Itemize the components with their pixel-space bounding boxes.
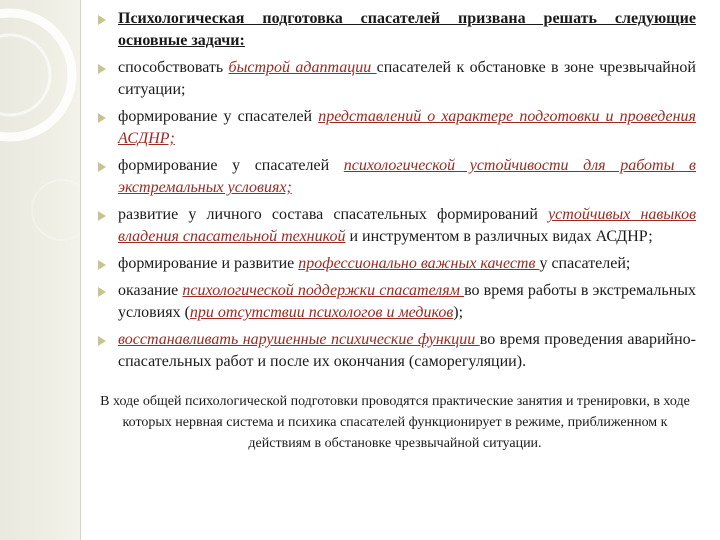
slide-content bbox=[94, 8, 696, 468]
bullet-icon bbox=[98, 211, 106, 221]
item-text-after: во время проведения аварийно- спасательных работ и после их окончания (саморегуляции). bbox=[118, 331, 696, 370]
bullet-icon bbox=[98, 15, 106, 25]
item-text-after: и инструментом в различных видах АСДНР; bbox=[345, 228, 653, 245]
list-item bbox=[94, 253, 696, 275]
item-text: формирование у спасателей bbox=[118, 108, 319, 125]
item-text: оказание bbox=[118, 282, 183, 299]
item-text-after: спасателей к обстановке в зоне чрезвычайной ситуации; bbox=[118, 59, 696, 98]
bullet-icon bbox=[98, 260, 106, 270]
list-item bbox=[94, 155, 696, 199]
bullet-icon bbox=[98, 287, 106, 297]
summary-paragraph: В ходе общей психологической подготовки проводятся практические занятия и тренировки, в ходе которых нервная система и психика спасателей функционирует в режиме, приближенном к действиям в обстановке чрезвычайной ситуации. bbox=[100, 394, 690, 451]
item-highlight: психологической поддержки спасателям bbox=[182, 282, 465, 299]
heading-text: Психологическая подготовка спасателей призвана решать следующие основные задачи: bbox=[118, 10, 696, 49]
list-item bbox=[94, 204, 696, 248]
item-highlight: психологической устойчивости для работы в экстремальных условиях; bbox=[118, 157, 696, 196]
item-text-after: у спасателей; bbox=[539, 255, 631, 272]
item-text: формирование у спасателей bbox=[118, 157, 344, 174]
bullet-icon bbox=[98, 336, 106, 346]
task-list bbox=[94, 8, 696, 373]
item-highlight: представлений о характере подготовки и проведения АСДНР; bbox=[118, 108, 696, 147]
list-item bbox=[94, 280, 696, 324]
item-highlight: устойчивых навыков владения спасательной техникой bbox=[118, 206, 697, 245]
item-text: способствовать bbox=[118, 59, 229, 76]
item-highlight: профессионально важных качеств bbox=[298, 255, 540, 272]
bullet-icon bbox=[98, 64, 106, 74]
list-item bbox=[94, 57, 696, 101]
item-highlight: быстрой адаптации bbox=[228, 59, 377, 76]
bullet-icon bbox=[98, 113, 106, 123]
item-highlight: восстанавливать нарушенные психические функции bbox=[118, 331, 480, 348]
decorative-circles bbox=[0, 0, 80, 540]
item-text: формирование и развитие bbox=[118, 255, 299, 272]
list-item bbox=[94, 329, 696, 373]
list-item bbox=[94, 106, 696, 150]
item-text-after: во время работы в экстремальных условиях ( bbox=[118, 282, 696, 321]
item-text-after-2: ); bbox=[453, 304, 464, 321]
decorative-side-band bbox=[0, 0, 81, 540]
item-highlight-2: при отсутствии психологов и медиков bbox=[189, 304, 454, 321]
list-item-heading bbox=[94, 8, 696, 52]
bullet-icon bbox=[98, 162, 106, 172]
item-text: развитие у личного состава спасательных формирований bbox=[118, 206, 549, 223]
